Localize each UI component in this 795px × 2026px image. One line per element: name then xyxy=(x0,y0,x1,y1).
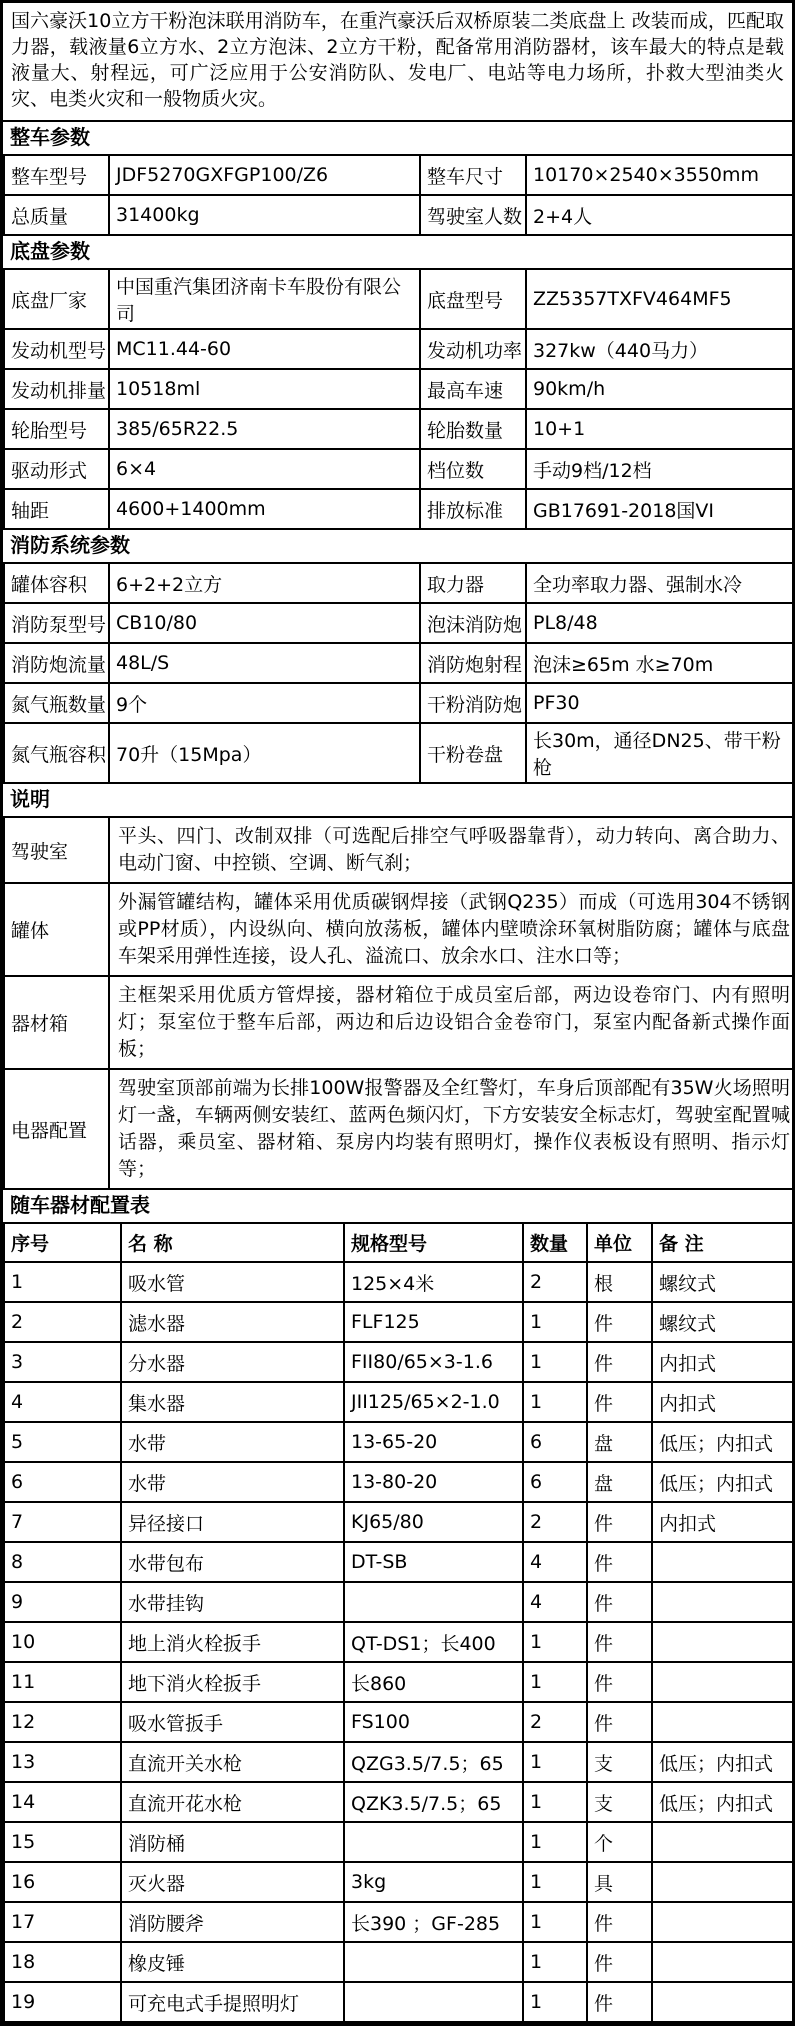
table-row xyxy=(4,1982,795,2022)
equipment-cell: 125×4米 xyxy=(344,1262,523,1302)
spec-value: ZZ5357TXFV464MF5 xyxy=(526,269,795,329)
equipment-cell: 内扣式 xyxy=(652,1382,795,1422)
table-row xyxy=(4,1582,795,1622)
equipment-cell: 螺纹式 xyxy=(652,1262,795,1302)
note-text: 外漏管罐结构，罐体采用优质碳钢焊接（武钢Q235）而成（可选用304不锈钢或PP材质），内设纵向、横向放荡板，罐体内壁喷涂环氧树脂防腐；罐体与底盘车架采用弹性连接，设人孔、溢流口、放余水口、注水口等； xyxy=(109,883,795,976)
equipment-cell xyxy=(344,1582,523,1622)
equipment-cell: 1 xyxy=(523,1662,587,1702)
equipment-cell: 1 xyxy=(523,1782,587,1822)
equipment-cell: 12 xyxy=(4,1702,121,1742)
table-row xyxy=(4,603,795,643)
equipment-cell: FLF125 xyxy=(344,1302,523,1342)
equipment-cell: 11 xyxy=(4,1662,121,1702)
equipment-cell: QZG3.5/7.5；65 xyxy=(344,1742,523,1782)
spec-value: 6×4 xyxy=(109,449,420,489)
spec-value: PF30 xyxy=(526,683,795,723)
table-row xyxy=(4,1782,795,1822)
equipment-cell: 根 xyxy=(587,1262,652,1302)
equipment-cell: 13-65-20 xyxy=(344,1422,523,1462)
spec-label: 消防炮射程 xyxy=(420,643,526,683)
equipment-cell: 2 xyxy=(4,1302,121,1342)
spec-label: 泡沫消防炮 xyxy=(420,603,526,643)
table-row xyxy=(4,195,795,235)
table-row xyxy=(4,1542,795,1582)
spec-value: 9个 xyxy=(109,683,420,723)
section-title-notes: 说明 xyxy=(10,787,50,811)
equipment-cell: 可充电式手提照明灯 xyxy=(121,1982,344,2022)
equipment-cell: 16 xyxy=(4,1862,121,1902)
equipment-cell: 15 xyxy=(4,1822,121,1862)
table-row xyxy=(4,1422,795,1462)
table-row xyxy=(4,409,795,449)
spec-label: 干粉消防炮 xyxy=(420,683,526,723)
equipment-cell: FS100 xyxy=(344,1702,523,1742)
equipment-cell: 8 xyxy=(4,1542,121,1582)
table-row xyxy=(4,1702,795,1742)
equipment-header-row xyxy=(4,1223,795,1262)
spec-value: GB17691-2018国VI xyxy=(526,489,795,529)
table-row xyxy=(4,683,795,723)
equipment-cell: 螺纹式 xyxy=(652,1302,795,1342)
table-row xyxy=(4,449,795,489)
equipment-cell: 1 xyxy=(523,1302,587,1342)
equipment-cell: 1 xyxy=(523,1382,587,1422)
equipment-cell: 1 xyxy=(4,1262,121,1302)
equipment-cell: 水带包布 xyxy=(121,1542,344,1582)
section-title-vehicle-params: 整车参数 xyxy=(10,125,90,149)
section-title-fire-system-params: 消防系统参数 xyxy=(10,533,130,557)
equipment-cell xyxy=(652,1902,795,1942)
spec-label: 驱动形式 xyxy=(4,449,109,489)
chassis-params-table xyxy=(3,268,795,530)
spec-value: 90km/h xyxy=(526,369,795,409)
equipment-cell: 1 xyxy=(523,1342,587,1382)
note-text: 平头、四门、改制双排（可选配后排空气呼吸器靠背），动力转向、离合助力、电动门窗、中控锁、空调、断气刹； xyxy=(109,817,795,883)
equipment-cell: 件 xyxy=(587,1942,652,1982)
equipment-cell: 13-80-20 xyxy=(344,1462,523,1502)
equipment-cell: 件 xyxy=(587,1342,652,1382)
equipment-cell: 件 xyxy=(587,1982,652,2022)
equipment-cell: 17 xyxy=(4,1902,121,1942)
equipment-cell: 盘 xyxy=(587,1422,652,1462)
table-row xyxy=(4,976,795,1069)
equipment-column-header: 规格型号 xyxy=(344,1223,523,1262)
equipment-cell: 分水器 xyxy=(121,1342,344,1382)
equipment-cell xyxy=(652,1582,795,1622)
equipment-cell: 灭火器 xyxy=(121,1862,344,1902)
spec-value: 327kw（440马力） xyxy=(526,329,795,369)
equipment-cell: 消防桶 xyxy=(121,1822,344,1862)
equipment-cell xyxy=(652,1942,795,1982)
equipment-cell: 内扣式 xyxy=(652,1502,795,1542)
equipment-cell: 具 xyxy=(587,1862,652,1902)
equipment-cell: 件 xyxy=(587,1302,652,1342)
equipment-cell: 3kg xyxy=(344,1862,523,1902)
table-row xyxy=(4,1622,795,1662)
note-label: 电器配置 xyxy=(4,1069,109,1189)
equipment-cell: 件 xyxy=(587,1902,652,1942)
equipment-cell: 吸水管 xyxy=(121,1262,344,1302)
table-row xyxy=(4,1942,795,1982)
equipment-cell xyxy=(652,1862,795,1902)
spec-value: 48L/S xyxy=(109,643,420,683)
equipment-cell: 件 xyxy=(587,1502,652,1542)
spec-label: 发动机型号 xyxy=(4,329,109,369)
equipment-cell: 异径接口 xyxy=(121,1502,344,1542)
equipment-cell: 1 xyxy=(523,1822,587,1862)
spec-label: 档位数 xyxy=(420,449,526,489)
spec-label: 发动机功率 xyxy=(420,329,526,369)
equipment-cell xyxy=(344,1982,523,2022)
spec-label: 最高车速 xyxy=(420,369,526,409)
section-title-equipment-list: 随车器材配置表 xyxy=(10,1193,150,1217)
equipment-cell: 1 xyxy=(523,1742,587,1782)
table-row xyxy=(4,1462,795,1502)
table-row xyxy=(4,489,795,529)
equipment-cell: 低压；内扣式 xyxy=(652,1782,795,1822)
note-label: 器材箱 xyxy=(4,976,109,1069)
equipment-cell: 10 xyxy=(4,1622,121,1662)
equipment-cell: 件 xyxy=(587,1382,652,1422)
equipment-column-header: 备 注 xyxy=(652,1223,795,1262)
table-row xyxy=(4,1342,795,1382)
spec-value: 全功率取力器、强制水冷 xyxy=(526,563,795,603)
note-text: 主框架采用优质方管焊接，器材箱位于成员室后部，两边设卷帘门、内有照明灯；泵室位于整车后部，两边和后边设铝合金卷帘门，泵室内配备新式操作面板； xyxy=(109,976,795,1069)
table-row xyxy=(4,883,795,976)
equipment-cell: 6 xyxy=(523,1422,587,1462)
equipment-cell: 1 xyxy=(523,1862,587,1902)
spec-value: 10518ml xyxy=(109,369,420,409)
vehicle-params-table xyxy=(3,154,795,236)
table-row xyxy=(4,155,795,195)
equipment-cell: 4 xyxy=(523,1582,587,1622)
equipment-cell: 4 xyxy=(523,1542,587,1582)
spec-label: 整车型号 xyxy=(4,155,109,195)
equipment-cell: 盘 xyxy=(587,1462,652,1502)
equipment-cell: 直流开花水枪 xyxy=(121,1782,344,1822)
table-row xyxy=(4,817,795,883)
table-row xyxy=(4,1502,795,1542)
equipment-cell: DT-SB xyxy=(344,1542,523,1582)
equipment-cell: 件 xyxy=(587,1662,652,1702)
equipment-cell: 个 xyxy=(587,1822,652,1862)
intro-paragraph: 国六豪沃10立方干粉泡沫联用消防车，在重汽豪沃后双桥原装二类底盘上 改装而成，匹配取力器，载液量6立方水、2立方泡沫、2立方干粉，配备常用消防器材，该车最大的特点是载液量大、射程远，可广泛应用于公安消防队、发电厂、电站等电力场所，扑救大型油类火灾、电类火灾和一般物质火灾。 xyxy=(3,3,792,122)
equipment-cell: 4 xyxy=(4,1382,121,1422)
spec-label: 罐体容积 xyxy=(4,563,109,603)
note-label: 罐体 xyxy=(4,883,109,976)
spec-value: 手动9档/12档 xyxy=(526,449,795,489)
equipment-cell: 支 xyxy=(587,1782,652,1822)
equipment-cell: 低压；内扣式 xyxy=(652,1462,795,1502)
spec-label: 底盘厂家 xyxy=(4,269,109,329)
equipment-column-header: 序号 xyxy=(4,1223,121,1262)
equipment-cell xyxy=(652,1982,795,2022)
spec-value: 70升（15Mpa） xyxy=(109,723,420,783)
table-row xyxy=(4,1262,795,1302)
spec-value: MC11.44-60 xyxy=(109,329,420,369)
spec-label: 发动机排量 xyxy=(4,369,109,409)
equipment-cell: 低压；内扣式 xyxy=(652,1742,795,1782)
equipment-cell: 9 xyxy=(4,1582,121,1622)
equipment-cell: 内扣式 xyxy=(652,1342,795,1382)
equipment-cell: 18 xyxy=(4,1942,121,1982)
note-text: 驾驶室顶部前端为长排100W报警器及全红警灯，车身后顶部配有35W火场照明灯一盏，车辆两侧安装红、蓝两色频闪灯，下方安装安全标志灯，驾驶室配置喊话器，乘员室、器材箱、泵房内均装有照明灯，操作仪表板设有照明、指示灯等； xyxy=(109,1069,795,1189)
spec-value: 4600+1400mm xyxy=(109,489,420,529)
equipment-cell xyxy=(652,1662,795,1702)
spec-value: 6+2+2立方 xyxy=(109,563,420,603)
equipment-cell: 水带 xyxy=(121,1422,344,1462)
spec-label: 轮胎数量 xyxy=(420,409,526,449)
equipment-cell: KJ65/80 xyxy=(344,1502,523,1542)
equipment-cell: 消防腰斧 xyxy=(121,1902,344,1942)
equipment-cell: 1 xyxy=(523,1982,587,2022)
spec-label: 底盘型号 xyxy=(420,269,526,329)
equipment-cell xyxy=(652,1622,795,1662)
equipment-cell: 支 xyxy=(587,1742,652,1782)
table-row xyxy=(4,1382,795,1422)
equipment-cell xyxy=(652,1542,795,1582)
equipment-cell: QT-DS1；长400 xyxy=(344,1622,523,1662)
spec-label: 干粉卷盘 xyxy=(420,723,526,783)
spec-label: 消防炮流量 xyxy=(4,643,109,683)
equipment-cell: 1 xyxy=(523,1622,587,1662)
equipment-cell: 1 xyxy=(523,1902,587,1942)
equipment-column-header: 名 称 xyxy=(121,1223,344,1262)
equipment-cell: 2 xyxy=(523,1502,587,1542)
spec-label: 总质量 xyxy=(4,195,109,235)
table-row xyxy=(4,1069,795,1189)
spec-label: 氮气瓶容积 xyxy=(4,723,109,783)
note-label: 驾驶室 xyxy=(4,817,109,883)
equipment-cell: QZK3.5/7.5；65 xyxy=(344,1782,523,1822)
equipment-cell: 2 xyxy=(523,1702,587,1742)
equipment-cell: 7 xyxy=(4,1502,121,1542)
equipment-cell: 件 xyxy=(587,1622,652,1662)
table-row xyxy=(4,723,795,783)
spec-value: 10170×2540×3550mm xyxy=(526,155,795,195)
spec-label: 轮胎型号 xyxy=(4,409,109,449)
table-row xyxy=(4,1862,795,1902)
spec-label: 氮气瓶数量 xyxy=(4,683,109,723)
equipment-cell: 地下消火栓扳手 xyxy=(121,1662,344,1702)
equipment-cell: FII80/65×3-1.6 xyxy=(344,1342,523,1382)
table-row xyxy=(4,1302,795,1342)
table-row xyxy=(4,269,795,329)
equipment-table xyxy=(3,1222,795,2023)
equipment-cell xyxy=(652,1822,795,1862)
section-title-chassis-params: 底盘参数 xyxy=(10,239,90,263)
equipment-cell: 6 xyxy=(4,1462,121,1502)
equipment-cell: 2 xyxy=(523,1262,587,1302)
equipment-cell: 水带挂钩 xyxy=(121,1582,344,1622)
notes-table xyxy=(3,816,795,1190)
spec-value: 10+1 xyxy=(526,409,795,449)
spec-value: JDF5270GXFGP100/Z6 xyxy=(109,155,420,195)
table-row xyxy=(4,643,795,683)
equipment-cell: 低压；内扣式 xyxy=(652,1422,795,1462)
table-row xyxy=(4,329,795,369)
equipment-cell: 滤水器 xyxy=(121,1302,344,1342)
equipment-column-header: 单位 xyxy=(587,1223,652,1262)
equipment-cell: 地上消火栓扳手 xyxy=(121,1622,344,1662)
equipment-cell xyxy=(344,1822,523,1862)
table-row xyxy=(4,1822,795,1862)
equipment-cell: JII125/65×2-1.0 xyxy=(344,1382,523,1422)
equipment-cell: 集水器 xyxy=(121,1382,344,1422)
table-row xyxy=(4,1662,795,1702)
equipment-cell: 件 xyxy=(587,1582,652,1622)
equipment-cell: 14 xyxy=(4,1782,121,1822)
equipment-cell: 件 xyxy=(587,1702,652,1742)
spec-label: 驾驶室人数 xyxy=(420,195,526,235)
equipment-cell: 1 xyxy=(523,1942,587,1982)
equipment-cell: 5 xyxy=(4,1422,121,1462)
equipment-cell: 橡皮锤 xyxy=(121,1942,344,1982)
spec-label: 消防泵型号 xyxy=(4,603,109,643)
table-row xyxy=(4,563,795,603)
table-row xyxy=(4,1902,795,1942)
equipment-cell xyxy=(344,1942,523,1982)
spec-value: PL8/48 xyxy=(526,603,795,643)
spec-label: 整车尺寸 xyxy=(420,155,526,195)
equipment-cell: 19 xyxy=(4,1982,121,2022)
equipment-cell: 13 xyxy=(4,1742,121,1782)
fire-system-params-table xyxy=(3,562,795,784)
spec-value: 中国重汽集团济南卡车股份有限公司 xyxy=(109,269,420,329)
spec-label: 取力器 xyxy=(420,563,526,603)
equipment-cell: 吸水管扳手 xyxy=(121,1702,344,1742)
equipment-cell: 长860 xyxy=(344,1662,523,1702)
equipment-cell: 3 xyxy=(4,1342,121,1382)
spec-value: 泡沫≥65m 水≥70m xyxy=(526,643,795,683)
table-row xyxy=(4,369,795,409)
equipment-cell: 直流开关水枪 xyxy=(121,1742,344,1782)
equipment-cell: 件 xyxy=(587,1542,652,1582)
spec-value: 31400kg xyxy=(109,195,420,235)
equipment-cell: 长390 ；GF-285 xyxy=(344,1902,523,1942)
equipment-column-header: 数量 xyxy=(523,1223,587,1262)
spec-value: CB10/80 xyxy=(109,603,420,643)
spec-value: 2+4人 xyxy=(526,195,795,235)
spec-value: 385/65R22.5 xyxy=(109,409,420,449)
spec-label: 排放标准 xyxy=(420,489,526,529)
equipment-cell: 6 xyxy=(523,1462,587,1502)
spec-label: 轴距 xyxy=(4,489,109,529)
table-row xyxy=(4,1742,795,1782)
spec-value: 长30m，通径DN25、带干粉枪 xyxy=(526,723,795,783)
equipment-cell xyxy=(652,1702,795,1742)
equipment-cell: 水带 xyxy=(121,1462,344,1502)
